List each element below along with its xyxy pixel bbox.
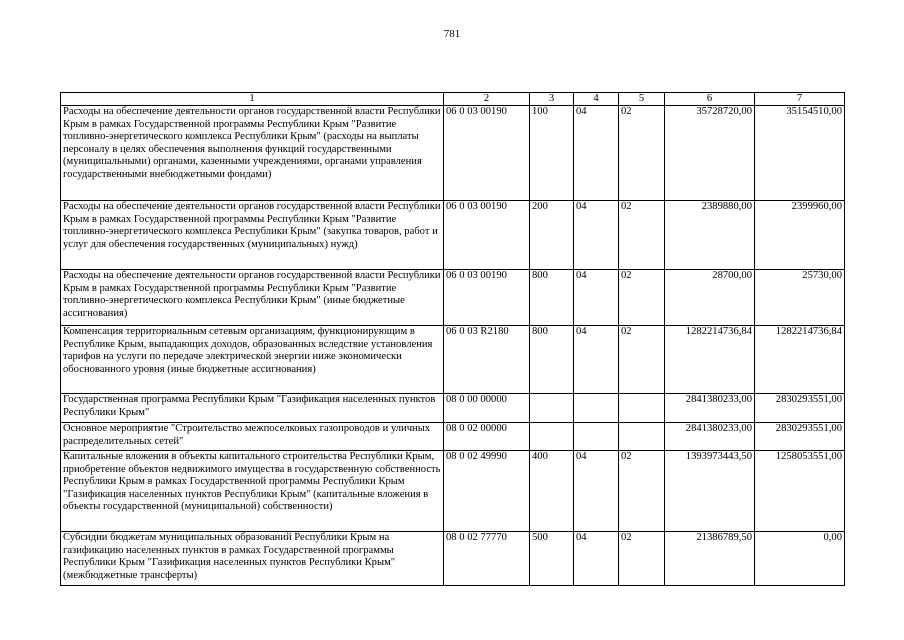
row-col3 xyxy=(530,394,574,423)
row-amount-col6: 1393973443,50 xyxy=(665,451,755,532)
column-header-7: 7 xyxy=(755,93,845,106)
column-header-5: 5 xyxy=(619,93,665,106)
row-col5: 02 xyxy=(619,270,665,326)
column-header-6: 6 xyxy=(665,93,755,106)
row-code: 08 0 02 49990 xyxy=(444,451,530,532)
row-col3: 500 xyxy=(530,532,574,586)
row-amount-col7: 1282214736,84 xyxy=(755,326,845,394)
row-description: Капитальные вложения в объекты капитального строительства Республики Крым, приобретение объектов недвижимого имущества в государственную собственность Республики Крым в рамках Государственной программы Республики Крым "Газификация населенных пунктов Республики Крым" (капитальные вложения в объекты государственной (муниципальной) собственности) xyxy=(61,451,444,532)
row-description: Основное мероприятие "Строительство межпоселковых газопроводов и уличных распределительных сетей" xyxy=(61,423,444,451)
column-header-4: 4 xyxy=(574,93,619,106)
column-header-2: 2 xyxy=(444,93,530,106)
row-amount-col7: 0,00 xyxy=(755,532,845,586)
row-col3: 800 xyxy=(530,270,574,326)
page-number: 781 xyxy=(443,28,461,40)
row-code: 06 0 03 00190 xyxy=(444,270,530,326)
row-col5: 02 xyxy=(619,201,665,270)
row-col3 xyxy=(530,423,574,451)
row-col4: 04 xyxy=(574,451,619,532)
row-amount-col7: 1258053551,00 xyxy=(755,451,845,532)
column-header-3: 3 xyxy=(530,93,574,106)
row-description: Субсидии бюджетам муниципальных образований Республики Крым на газификацию населенных пунктов в рамках Государственной программы Республики Крым "Газификация населенных пунктов Республики Крым" (межбюджетные трансферты) xyxy=(61,532,444,586)
row-col4 xyxy=(574,423,619,451)
row-amount-col7: 25730,00 xyxy=(755,270,845,326)
row-amount-col7: 2830293551,00 xyxy=(755,394,845,423)
row-amount-col6: 2841380233,00 xyxy=(665,423,755,451)
table-row xyxy=(61,326,845,394)
row-col5: 02 xyxy=(619,106,665,201)
table-row xyxy=(61,423,845,451)
row-amount-col6: 28700,00 xyxy=(665,270,755,326)
budget-table xyxy=(60,92,845,586)
row-col5 xyxy=(619,394,665,423)
row-col5 xyxy=(619,423,665,451)
row-col3: 100 xyxy=(530,106,574,201)
row-code: 06 0 03 00190 xyxy=(444,106,530,201)
table-row xyxy=(61,394,845,423)
row-col4: 04 xyxy=(574,270,619,326)
row-col4: 04 xyxy=(574,106,619,201)
row-amount-col6: 2841380233,00 xyxy=(665,394,755,423)
column-header-1: 1 xyxy=(61,93,444,106)
row-code: 08 0 02 00000 xyxy=(444,423,530,451)
row-code: 06 0 03 00190 xyxy=(444,201,530,270)
table-row xyxy=(61,106,845,201)
row-amount-col7: 2830293551,00 xyxy=(755,423,845,451)
row-amount-col7: 35154510,00 xyxy=(755,106,845,201)
row-col5: 02 xyxy=(619,326,665,394)
table-row xyxy=(61,270,845,326)
row-amount-col7: 2399960,00 xyxy=(755,201,845,270)
row-amount-col6: 21386789,50 xyxy=(665,532,755,586)
row-description: Расходы на обеспечение деятельности органов государственной власти Республики Крым в рамках Государственной программы Республики Крым "Развитие топливно-энергетического комплекса Республики Крым" (закупка товаров, работ и услуг для обеспечения государственных (муниципальных) нужд) xyxy=(61,201,444,270)
row-amount-col6: 1282214736,84 xyxy=(665,326,755,394)
row-col5: 02 xyxy=(619,532,665,586)
table-row xyxy=(61,532,845,586)
row-col4 xyxy=(574,394,619,423)
row-col4: 04 xyxy=(574,201,619,270)
row-description: Государственная программа Республики Крым "Газификация населенных пунктов Республики Крым" xyxy=(61,394,444,423)
row-amount-col6: 2389880,00 xyxy=(665,201,755,270)
row-col3: 400 xyxy=(530,451,574,532)
row-col4: 04 xyxy=(574,532,619,586)
row-code: 08 0 00 00000 xyxy=(444,394,530,423)
table-row xyxy=(61,201,845,270)
row-code: 08 0 02 77770 xyxy=(444,532,530,586)
header-row xyxy=(61,93,845,106)
row-description: Расходы на обеспечение деятельности органов государственной власти Республики Крым в рамках Государственной программы Республики Крым "Развитие топливно-энергетического комплекса Республики Крым" (расходы на выплаты персоналу в целях обеспечения выполнения функций государственными (муниципальными) органами, казенными учреждениями, органами управления государственными внебюджетными фондами) xyxy=(61,106,444,201)
row-col3: 800 xyxy=(530,326,574,394)
row-description: Компенсация территориальным сетевым организациям, функционирующим в Республике Крым, выпадающих доходов, образованных вследствие установления тарифов на услуги по передаче электрической энергии ниже экономически обоснованного уровня (иные бюджетные ассигнования) xyxy=(61,326,444,394)
row-col3: 200 xyxy=(530,201,574,270)
table-row xyxy=(61,451,845,532)
row-col5: 02 xyxy=(619,451,665,532)
row-description: Расходы на обеспечение деятельности органов государственной власти Республики Крым в рамках Государственной программы Республики Крым "Развитие топливно-энергетического комплекса Республики Крым" (иные бюджетные ассигнования) xyxy=(61,270,444,326)
row-col4: 04 xyxy=(574,326,619,394)
row-amount-col6: 35728720,00 xyxy=(665,106,755,201)
row-code: 06 0 03 R2180 xyxy=(444,326,530,394)
